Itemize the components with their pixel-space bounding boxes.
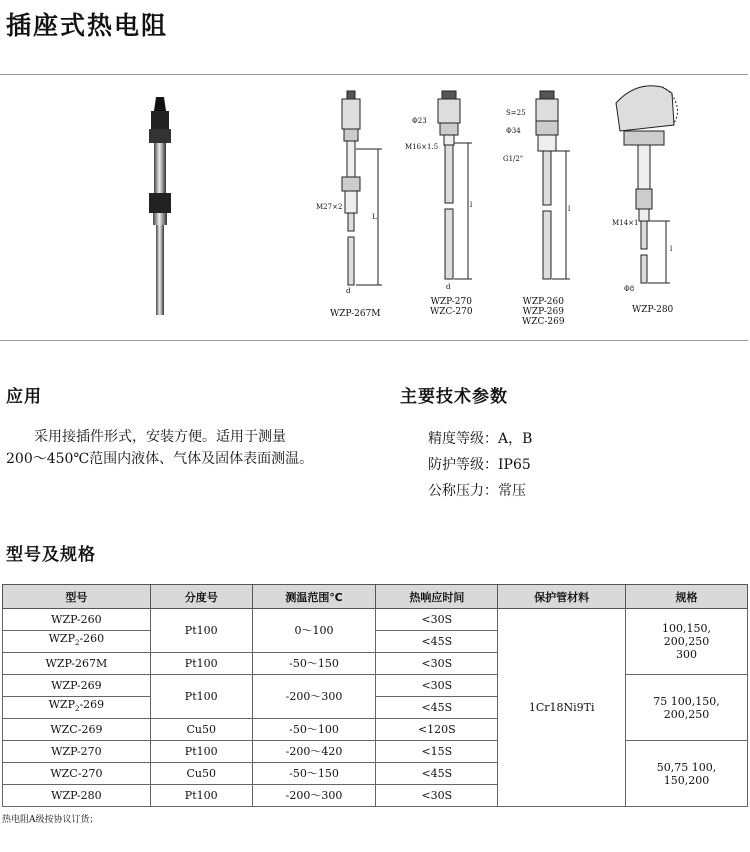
cell-range: -200～420 [252,741,376,763]
application-text [6,426,313,470]
footnote: 热电阻A级按协议订货； [2,815,99,825]
application-line-2: 200～450℃范围内液体、气体及固体表面测温。 [6,451,314,467]
dim-d2: d [446,283,451,291]
drawing-wzp-280 [606,75,696,295]
label-wzp-280: WZP-280 [632,305,674,315]
col-model: 型号 [3,585,151,609]
label-wzp-267m: WZP-267M [330,309,381,319]
dim-m27: M27×2 [316,203,343,211]
params-heading: 主要技术参数 [400,387,508,407]
cell-material: 1Cr18Ni9Ti [498,609,626,807]
dim-g12: G1/2" [503,155,524,163]
spec-heading: 型号及规格 [6,545,96,565]
cell-response: <45S [376,697,498,719]
cell-response: <45S [376,631,498,653]
col-response: 热响应时间 [376,585,498,609]
cell-range: -200～300 [252,675,376,719]
cell-range: -50～150 [252,653,376,675]
application-heading: 应用 [6,387,42,407]
spec-table [2,584,748,807]
model-prefix: WZP [48,698,75,712]
cell-spec: 100,150, 200,250 300 [626,609,748,675]
cell-model: WZC-269 [3,719,151,741]
dim-phi34: Φ34 [506,127,521,135]
cell-range: -200～300 [252,785,376,807]
cell-response: <120S [376,719,498,741]
cell-response: <30S [376,653,498,675]
cell-model: WZP-270 [3,741,151,763]
dim-phi8: Φ8 [624,285,635,293]
cell-model: WZP-269 [3,675,151,697]
cell-response: <45S [376,763,498,785]
page-title: 插座式热电阻 [6,11,169,40]
cell-response: <15S [376,741,498,763]
cell-response: <30S [376,609,498,631]
sensor-photo [140,93,180,318]
cell-model [3,697,151,719]
dim-d: d [346,287,351,295]
model-suffix: -260 [79,632,105,646]
cell-graduation: Pt100 [150,653,252,675]
col-spec: 规格 [626,585,748,609]
cell-spec: 50,75 100, 150,200 [626,741,748,807]
dim-phi23: Φ23 [412,117,427,125]
param-pressure: 公称压力：常压 [428,483,526,499]
model-prefix: WZP [48,632,75,646]
cell-graduation: Cu50 [150,763,252,785]
cell-graduation: Pt100 [150,785,252,807]
cell-model [3,631,151,653]
model-subscript: 2 [74,705,80,714]
table-row [3,675,748,697]
table-row [3,609,748,631]
dim-s25: S=25 [506,109,526,117]
cell-graduation: Pt100 [150,609,252,653]
cell-range: -50～150 [252,763,376,785]
param-protection: 防护等级：IP65 [428,457,531,473]
label-wzp-270: WZP-270 WZC-270 [430,297,473,317]
params-list [428,426,532,504]
model-suffix: -269 [79,698,105,712]
cell-response: <30S [376,675,498,697]
param-accuracy: 精度等级：A，B [428,431,533,447]
col-material: 保护管材料 [498,585,626,609]
cell-model: WZP-260 [3,609,151,631]
dim-m14: M14×1 [612,219,639,227]
col-graduation: 分度号 [150,585,252,609]
cell-spec: 75 100,150, 200,250 [626,675,748,741]
drawing-wzp-260 [522,87,576,287]
dim-l: L [372,213,377,221]
cell-model: WZP-280 [3,785,151,807]
cell-model: WZC-270 [3,763,151,785]
dim-l2: l [470,201,473,209]
cell-response: <30S [376,785,498,807]
dim-m16: M16×1.5 [405,143,439,151]
model-subscript: 2 [74,639,80,648]
cell-graduation: Cu50 [150,719,252,741]
table-header-row [3,585,748,609]
col-range: 测温范围℃ [252,585,376,609]
drawing-wzp-270 [428,87,478,287]
drawing-wzp-267m [320,87,390,292]
dim-l4: l [670,245,673,253]
cell-graduation: Pt100 [150,741,252,763]
cell-model: WZP-267M [3,653,151,675]
cell-range: -50～100 [252,719,376,741]
dim-l3: l [568,205,571,213]
cell-range: 0～100 [252,609,376,653]
application-line-1: 采用接插件形式，安装方便。适用于测量 [34,429,286,445]
label-wzp-260: WZP-260 WZP-269 WZC-269 [522,297,565,327]
cell-graduation: Pt100 [150,675,252,719]
figure-panel [0,74,748,341]
table-row [3,741,748,763]
